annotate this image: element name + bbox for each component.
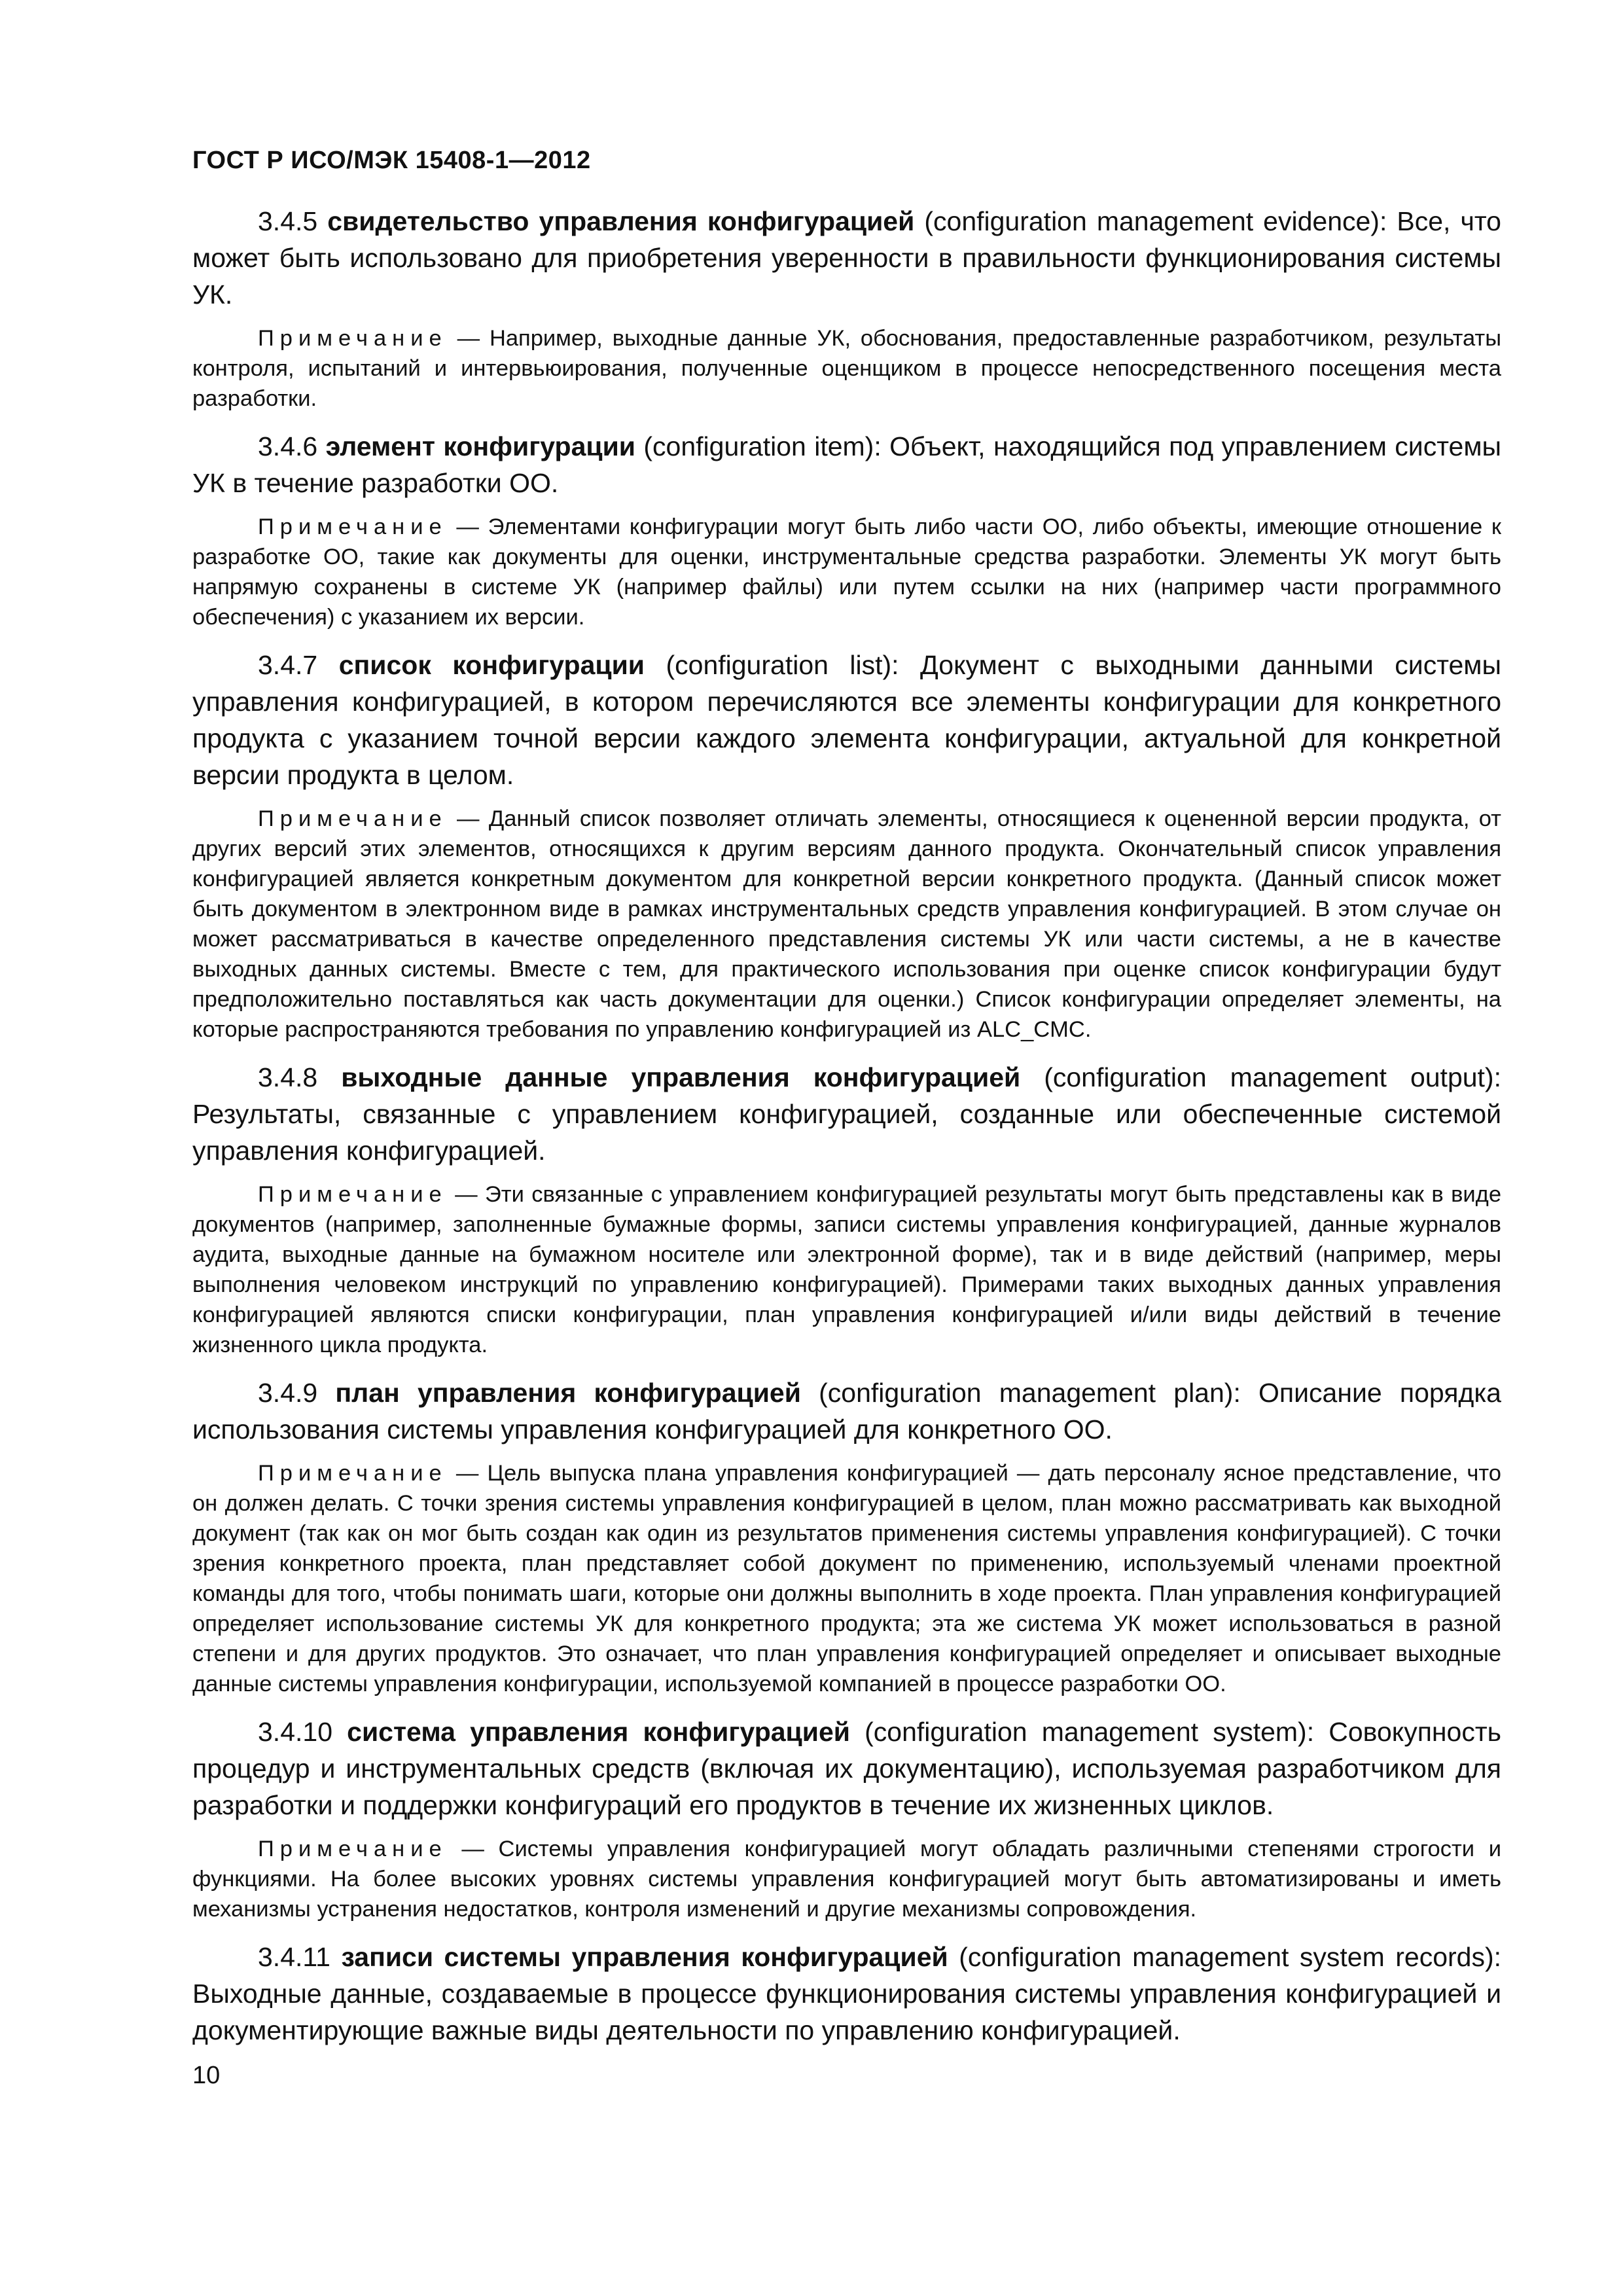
note-text: Элементами конфигурации могут быть либо части ОО, либо объекты, имеющие отношение к разработке ОО, такие как документы для оценки, инструментальные средства разработки. Элементы УК могут быть напрямую сохранены в системе УК (например файлы) или путем ссылки на них (например части программного обеспечения) с указанием их версии. (192, 514, 1501, 630)
note-text: Системы управления конфигурацией могут обладать различными степенями строгости и функциями. На более высоких уровнях системы управления конфигурацией могут быть автоматизированы и иметь механизмы устранения недостатков, контроля изменений и другие механизмы сопровождения. (192, 1837, 1502, 1922)
note-3-4-9 (192, 1458, 1501, 1699)
term-title: свидетельство управления конфигурацией (327, 206, 915, 236)
note-text: Данный список позволяет отличать элементы, относящиеся к оцененной версии продукта, от других версий этих элементов, относящихся к другим версиям данного продукта. Окончательный список управления конфигурацией является конкретным документом для конкретной версии конкретного продукта. (Данный список может быть документом в электронном виде в рамках инструментальных средств управления конфигурацией. В этом случае он может рассматриваться в качестве определенного представления системы УК или части системы, а не в качестве выходных данных системы. Вместе с тем, для практического использования при оценке список конфигурации будут предположительно поставляться как часть документации для оценки.) Список конфигурации определяет элементы, на которые распространяются требования по управлению конфигурацией из ALC_CMC. (192, 806, 1501, 1042)
note-dash: — (447, 514, 488, 539)
term-definition: (configuration management plan): Описание порядка использования системы управления конфигурацией для конкретного ОО. (192, 1378, 1501, 1444)
term-definition: (configuration management system): Совокупность процедур и инструментальных средств (включая их документацию), используемая разработчиком для разработки и поддержки конфигураций его продуктов в течение их жизненных циклов. (192, 1717, 1501, 1820)
document-header: ГОСТ Р ИСО/МЭК 15408-1—2012 (192, 147, 591, 174)
note-dash: — (447, 1182, 485, 1207)
note-label: Примечание (258, 1461, 448, 1486)
term-number: 3.4.7 (258, 650, 318, 680)
note-label: Примечание (258, 326, 448, 351)
term-number: 3.4.6 (258, 431, 318, 461)
term-number: 3.4.10 (258, 1717, 332, 1747)
term-entry-3-4-8 (192, 1059, 1501, 1169)
page-number: 10 (192, 2062, 221, 2089)
term-entry-3-4-6 (192, 428, 1501, 501)
note-label: Примечание (258, 806, 448, 831)
term-title: система управления конфигурацией (347, 1717, 850, 1747)
term-definition: (configuration management evidence): Все, что может быть использовано для приобретения уверенности в правильности функционирования системы УК. (192, 206, 1501, 310)
note-3-4-6 (192, 512, 1501, 632)
note-label: Примечание (258, 1182, 448, 1207)
term-entry-3-4-7 (192, 647, 1501, 793)
note-3-4-5 (192, 323, 1501, 414)
note-dash: — (447, 1461, 488, 1486)
term-entry-3-4-11 (192, 1939, 1501, 2049)
note-label: Примечание (258, 514, 448, 539)
term-number: 3.4.11 (258, 1942, 330, 1972)
note-3-4-10 (192, 1834, 1501, 1924)
term-entry-3-4-10 (192, 1713, 1501, 1823)
term-definition: (configuration management output): Результаты, связанные с управлением конфигурацией, созданные или обеспеченные системой управления конфигурацией. (192, 1062, 1501, 1166)
term-title: записи системы управления конфигурацией (341, 1942, 948, 1972)
note-3-4-7 (192, 804, 1501, 1045)
term-title: план управления конфигурацией (335, 1378, 801, 1408)
document-page (192, 144, 1501, 2199)
note-dash: — (447, 326, 490, 351)
term-number: 3.4.5 (258, 206, 318, 236)
term-definition: (configuration management system records): Выходные данные, создаваемые в процессе функционирования системы управления конфигурацией и документирующие важные виды деятельности по управлению конфигурацией. (192, 1942, 1501, 2045)
term-title: список конфигурации (338, 650, 645, 680)
term-number: 3.4.9 (258, 1378, 318, 1408)
note-text: Эти связанные с управлением конфигурацией результаты могут быть представлены как в виде документов (например, заполненные бумажные формы, записи системы управления конфигурацией, данные журналов аудита, выходные данные на бумажном носителе или электронной форме), так и в виде действий (например, меры выполнения человеком инструкций по управлению конфигурацией). Примерами таких выходных данных управления конфигурацией являются списки конфигурации, план управления конфигурацией и/или виды действий в течение жизненного цикла продукта. (192, 1182, 1502, 1357)
note-dash: — (447, 806, 489, 831)
term-definition: (configuration list): Документ с выходными данными системы управления конфигурацией, в котором перечисляются все элементы конфигурации для конкретного продукта с указанием точной версии каждого элемента конфигурации, актуальной для конкретной версии продукта в целом. (192, 650, 1501, 790)
term-definition: (configuration item): Объект, находящийся под управлением системы УК в течение разработки ОО. (192, 431, 1501, 498)
note-dash: — (447, 1837, 499, 1861)
note-3-4-8 (192, 1179, 1501, 1360)
note-text: Например, выходные данные УК, обоснования, предоставленные разработчиком, результаты контроля, испытаний и интервьюирования, полученные оценщиком в процессе непосредственного посещения места разработки. (192, 326, 1502, 411)
term-entry-3-4-5 (192, 203, 1501, 313)
term-title: выходные данные управления конфигурацией (341, 1062, 1021, 1092)
note-label: Примечание (258, 1837, 448, 1861)
note-text: Цель выпуска плана управления конфигурацией — дать персоналу ясное представление, что он должен делать. С точки зрения системы управления конфигурацией в целом, план можно рассматривать как выходной документ (так как он мог быть создан как один из результатов применения системы управления конфигурацией). С точки зрения конкретного проекта, план представляет собой документ по применению, используемый членами проектной команды для того, чтобы понимать шаги, которые они должны выполнить в ходе проекта. План управления конфигурацией определяет использование системы УК для конкретного продукта; эта же система УК может использоваться в разной степени и для других продуктов. Это означает, что план управления конфигурацией определяет и описывает выходные данные системы управления конфигурации, используемой компанией в процессе разработки ОО. (192, 1461, 1501, 1696)
term-entry-3-4-9 (192, 1374, 1501, 1448)
term-number: 3.4.8 (258, 1062, 318, 1092)
term-title: элемент конфигурации (325, 431, 636, 461)
